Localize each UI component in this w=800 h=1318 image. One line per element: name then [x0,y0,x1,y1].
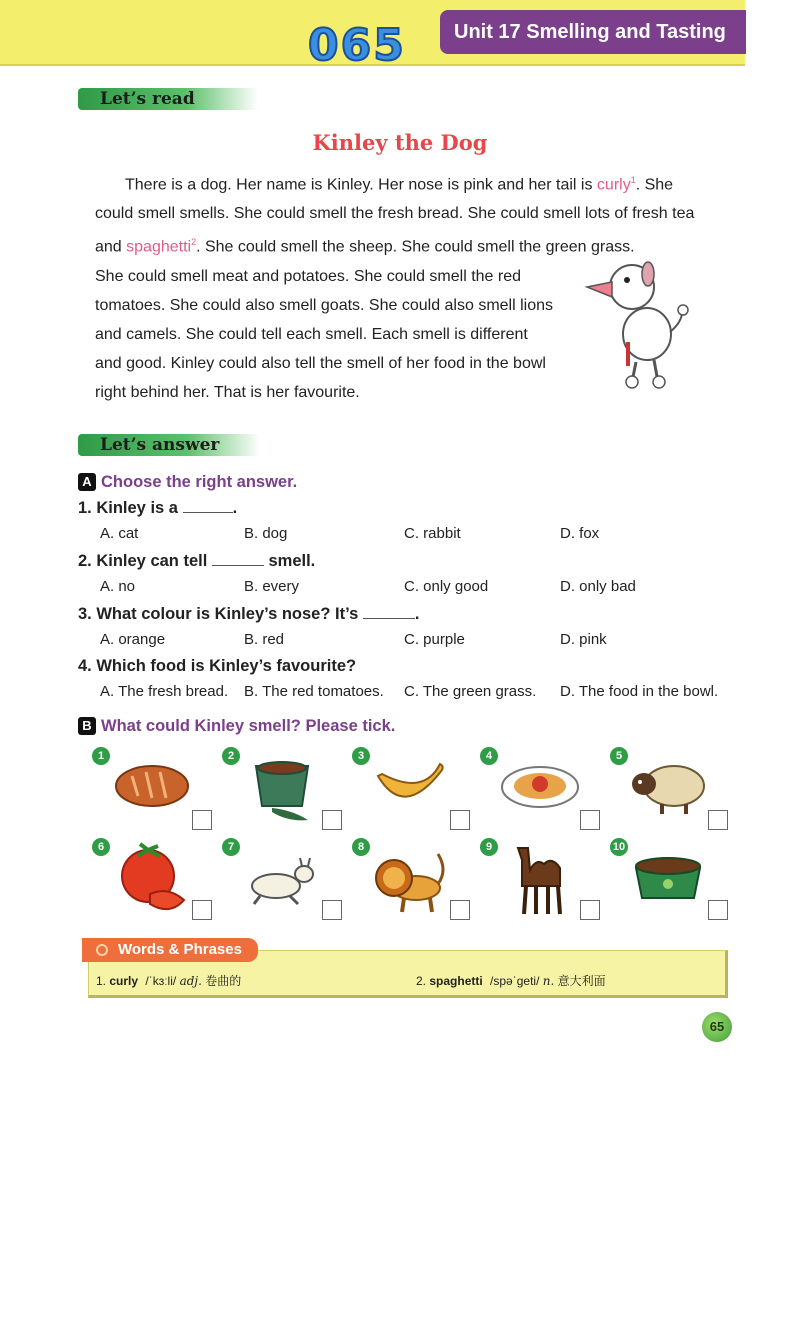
tick-box[interactable] [192,900,212,920]
option[interactable]: C. rabbit [404,525,461,542]
vocab-pos: n. [542,974,555,988]
question-text: 1. Kinley is a [78,499,183,517]
lion-icon [372,846,450,914]
story-text-part: . She could smell smells. She could smell the fresh bread. She could smell lots of fresh tea and [95,176,695,256]
dog-food-bowl-icon [632,852,704,902]
bullet-circle-icon [96,944,108,956]
part-b-heading [78,717,395,736]
answer-blank [183,499,233,513]
question-3 [78,605,419,624]
tick-box[interactable] [192,810,212,830]
part-b-instruction: What could Kinley smell? Please tick. [101,717,396,735]
part-b-badge: B [78,717,96,735]
option[interactable]: B. red [244,631,285,648]
option[interactable]: A. orange [100,631,166,648]
option[interactable]: D. only bad [560,578,636,595]
option[interactable]: B. every [244,578,300,595]
question-4: 4. Which food is Kinley’s favourite? [78,657,357,675]
banana-icon [374,760,448,812]
item-number: 5 [610,747,628,765]
tomato-icon [120,842,188,916]
tick-box[interactable] [708,810,728,830]
footnote-1: 1 [630,175,636,185]
option[interactable]: A. The fresh bread. [100,683,229,700]
vocab-number: 2. [416,974,427,988]
question-2 [78,552,315,571]
question-text: 3. What colour is Kinley’s nose? It’s [78,605,363,623]
question-text: smell. [263,552,316,570]
part-a-heading [78,473,297,492]
answer-blank [212,552,264,566]
vocab-ipa: /spəˈgeti/ [490,974,540,988]
item-number: 8 [352,838,370,856]
part-a-badge: A [78,473,96,491]
option[interactable]: C. The green grass. [404,683,537,700]
lesson-number: 065 [308,20,406,71]
kinley-dog-illustration [582,252,692,392]
item-number: 10 [610,838,628,856]
item-number: 6 [92,838,110,856]
option[interactable]: D. pink [560,631,607,648]
bread-icon [114,760,190,810]
lets-answer-label: Let’s answer [78,434,260,456]
vocab-word: curly [109,974,139,988]
sheep-icon [628,760,708,814]
story-title: Kinley the Dog [312,130,488,155]
question-text: . [232,499,238,517]
option[interactable]: D. The food in the bowl. [560,683,719,700]
item-number: 1 [92,747,110,765]
item-number: 2 [222,747,240,765]
option[interactable]: B. The red tomatoes. [244,683,384,700]
tick-box[interactable] [580,810,600,830]
page-number: 65 [702,1012,732,1042]
part-a-instruction: Choose the right answer. [101,473,298,491]
question-1 [78,499,237,518]
item-number: 3 [352,747,370,765]
option[interactable]: C. only good [404,578,489,595]
option[interactable]: D. fox [560,525,600,542]
answer-blank [363,605,415,619]
tick-box[interactable] [580,900,600,920]
goat-icon [246,856,316,906]
vocab-meaning: 意大利面 [557,974,606,988]
item-number: 9 [480,838,498,856]
story-paragraph-2: She could smell meat and potatoes. She could smell the red tomatoes. She could also smell goats. She could also smell lions and camels. She could tell each smell. Each smell is different and good. Kinley could also tell the smell of her food in the bowl right behind her. That is her favourite. [95,267,554,401]
item-number: 7 [222,838,240,856]
vocab-pos: adj. [179,974,202,988]
option[interactable]: C. purple [404,631,465,648]
vocab-word: spaghetti [429,974,483,988]
story-text-part: . She could smell the sheep. She could smell the green grass. [196,238,635,256]
question-text: 2. Kinley can tell [78,552,212,570]
vocab-item-2 [416,972,606,989]
tea-icon [252,758,312,824]
vocab-ipa: /ˈkɜːli/ [145,974,177,988]
spaghetti-icon [500,764,580,810]
tick-box[interactable] [708,900,728,920]
item-number: 4 [480,747,498,765]
tick-box[interactable] [450,810,470,830]
unit-title: Unit 17 Smelling and Tasting [440,10,746,54]
tick-box[interactable] [322,810,342,830]
option[interactable]: A. no [100,578,136,595]
words-phrases-label: Words & Phrases [82,938,258,962]
tick-box[interactable] [450,900,470,920]
word-spaghetti: spaghetti [126,238,192,256]
option[interactable]: A. cat [100,525,139,542]
camel-icon [508,840,572,916]
word-curly: curly [596,176,631,194]
lets-read-label: Let’s read [78,88,258,110]
story-text-part: There is a dog. Her name is Kinley. Her nose is pink and her tail is [125,176,597,194]
vocab-item-1 [96,972,241,989]
option[interactable]: B. dog [244,525,288,542]
footnote-2: 2 [191,237,197,248]
tick-box[interactable] [322,900,342,920]
question-text: . [414,605,420,623]
story-paragraph-1 [95,166,710,262]
vocab-number: 1. [96,974,107,988]
vocab-meaning: 卷曲的 [205,974,242,988]
